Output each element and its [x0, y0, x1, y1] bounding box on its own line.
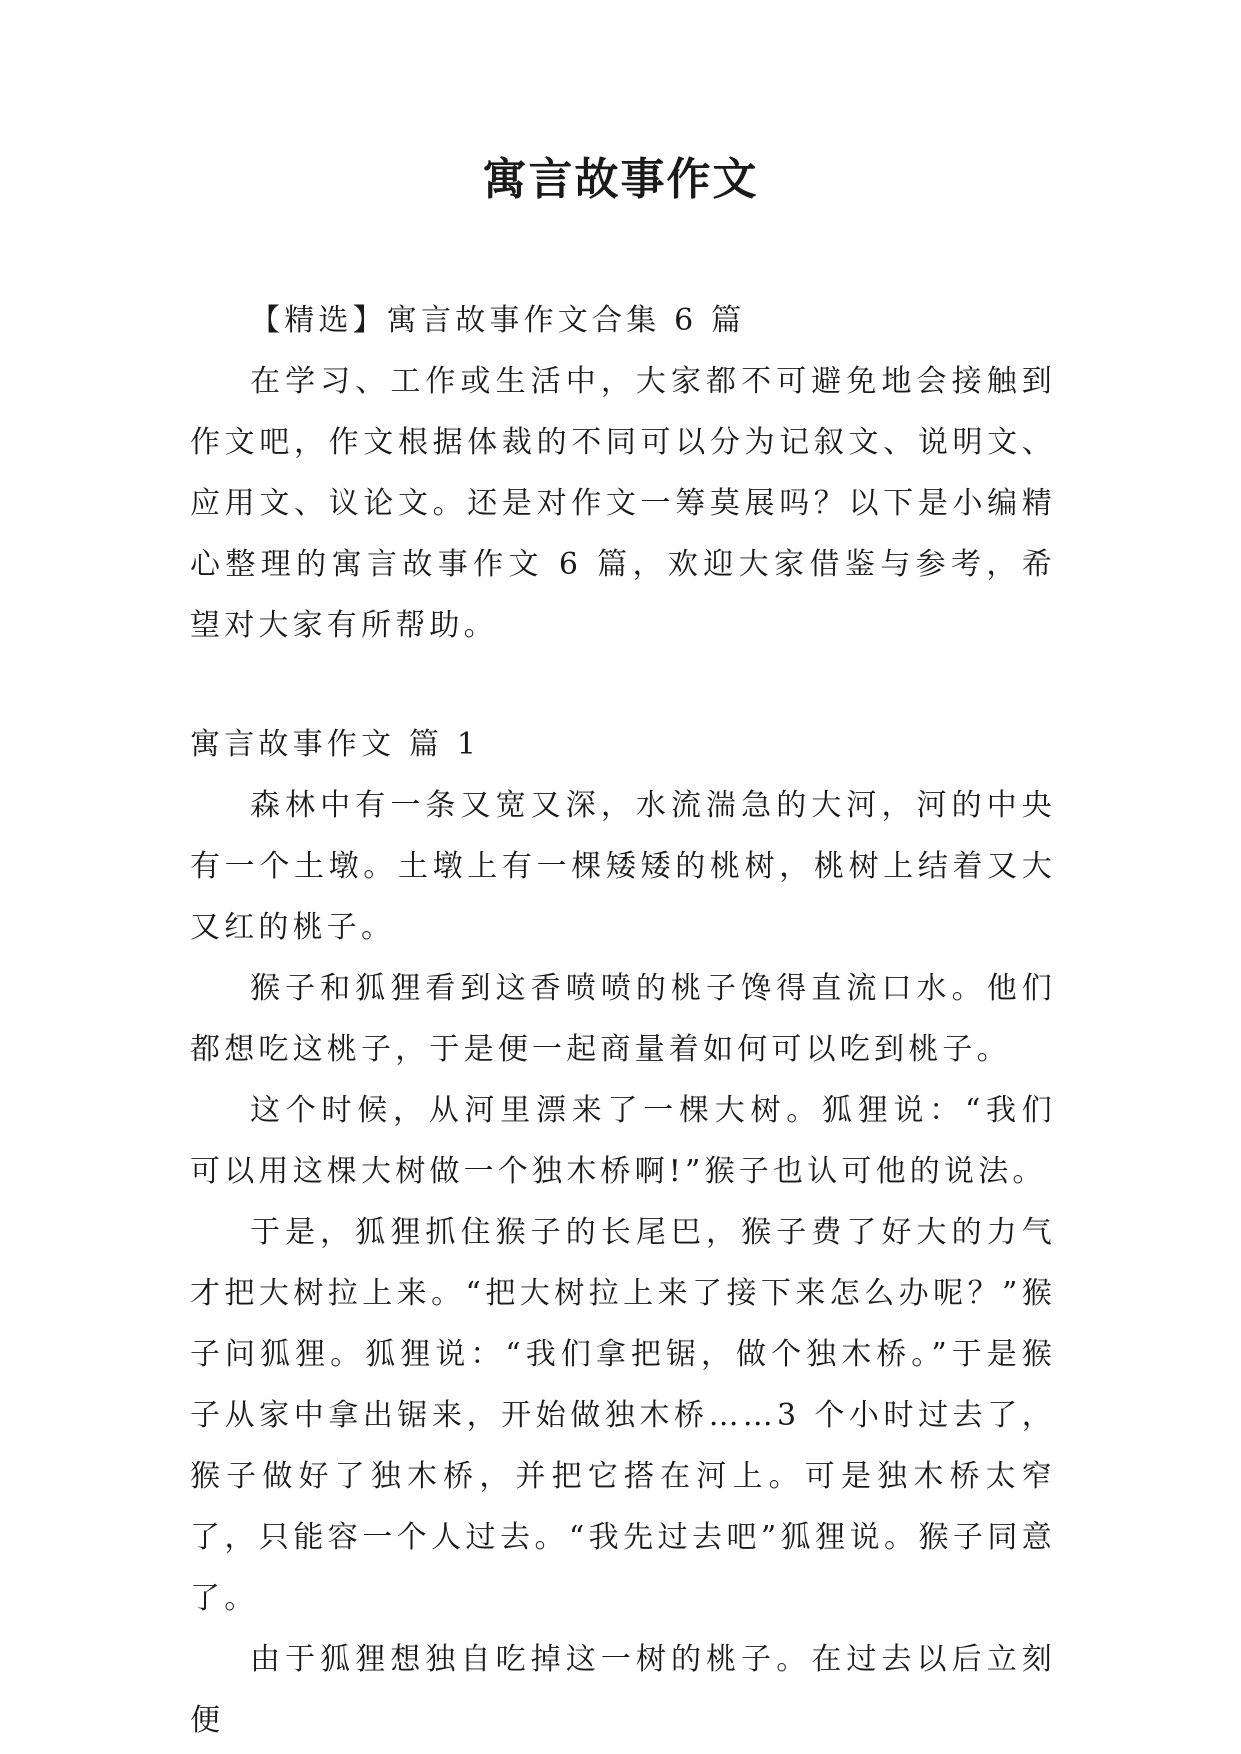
intro-paragraph: 在学习、工作或生活中，大家都不可避免地会接触到作文吧，作文根据体裁的不同可以分为记叙文、说明文、应用文、议论文。还是对作文一筹莫展吗？以下是小编精心整理的寓言故事作文 6 篇，欢迎大家借鉴与参考，希望对大家有所帮助。 — [190, 364, 1056, 643]
story-paragraph: 由于狐狸想独自吃掉这一树的桃子。在过去以后立刻便 — [190, 1642, 1056, 1738]
story-paragraph: 于是，狐狸抓住猴子的长尾巴，猴子费了好大的力气才把大树拉上来。“把大树拉上来了接下来怎么办呢？”猴子问狐狸。狐狸说：“我们拿把锯，做个独木桥。”于是猴子从家中拿出锯来，开始做独木桥……3 个小时过去了，猴子做好了独木桥，并把它搭在河上。可是独木桥太窄了，只能容一个人过去。“我先过去吧”狐狸说。猴子同意了。 — [190, 1215, 1056, 1616]
story-paragraph: 这个时候，从河里漂来了一棵大树。狐狸说：“我们可以用这棵大树做一个独木桥啊!”猴子也认可他的说法。 — [190, 1093, 1056, 1189]
story-paragraph: 森林中有一条又宽又深，水流湍急的大河，河的中央有一个土墩。土墩上有一棵矮矮的桃树，桃树上结着又大又红的桃子。 — [190, 788, 1056, 945]
document-body — [190, 290, 1056, 1751]
document-title: 寓言故事作文 — [482, 154, 759, 205]
story-paragraph: 猴子和狐狸看到这香喷喷的桃子馋得直流口水。他们都想吃这桃子，于是便一起商量着如何可以吃到桃子。 — [190, 971, 1056, 1067]
section-heading: 寓言故事作文 篇 1 — [190, 727, 481, 762]
intro-label: 【精选】寓言故事作文合集 6 篇 — [250, 303, 746, 338]
